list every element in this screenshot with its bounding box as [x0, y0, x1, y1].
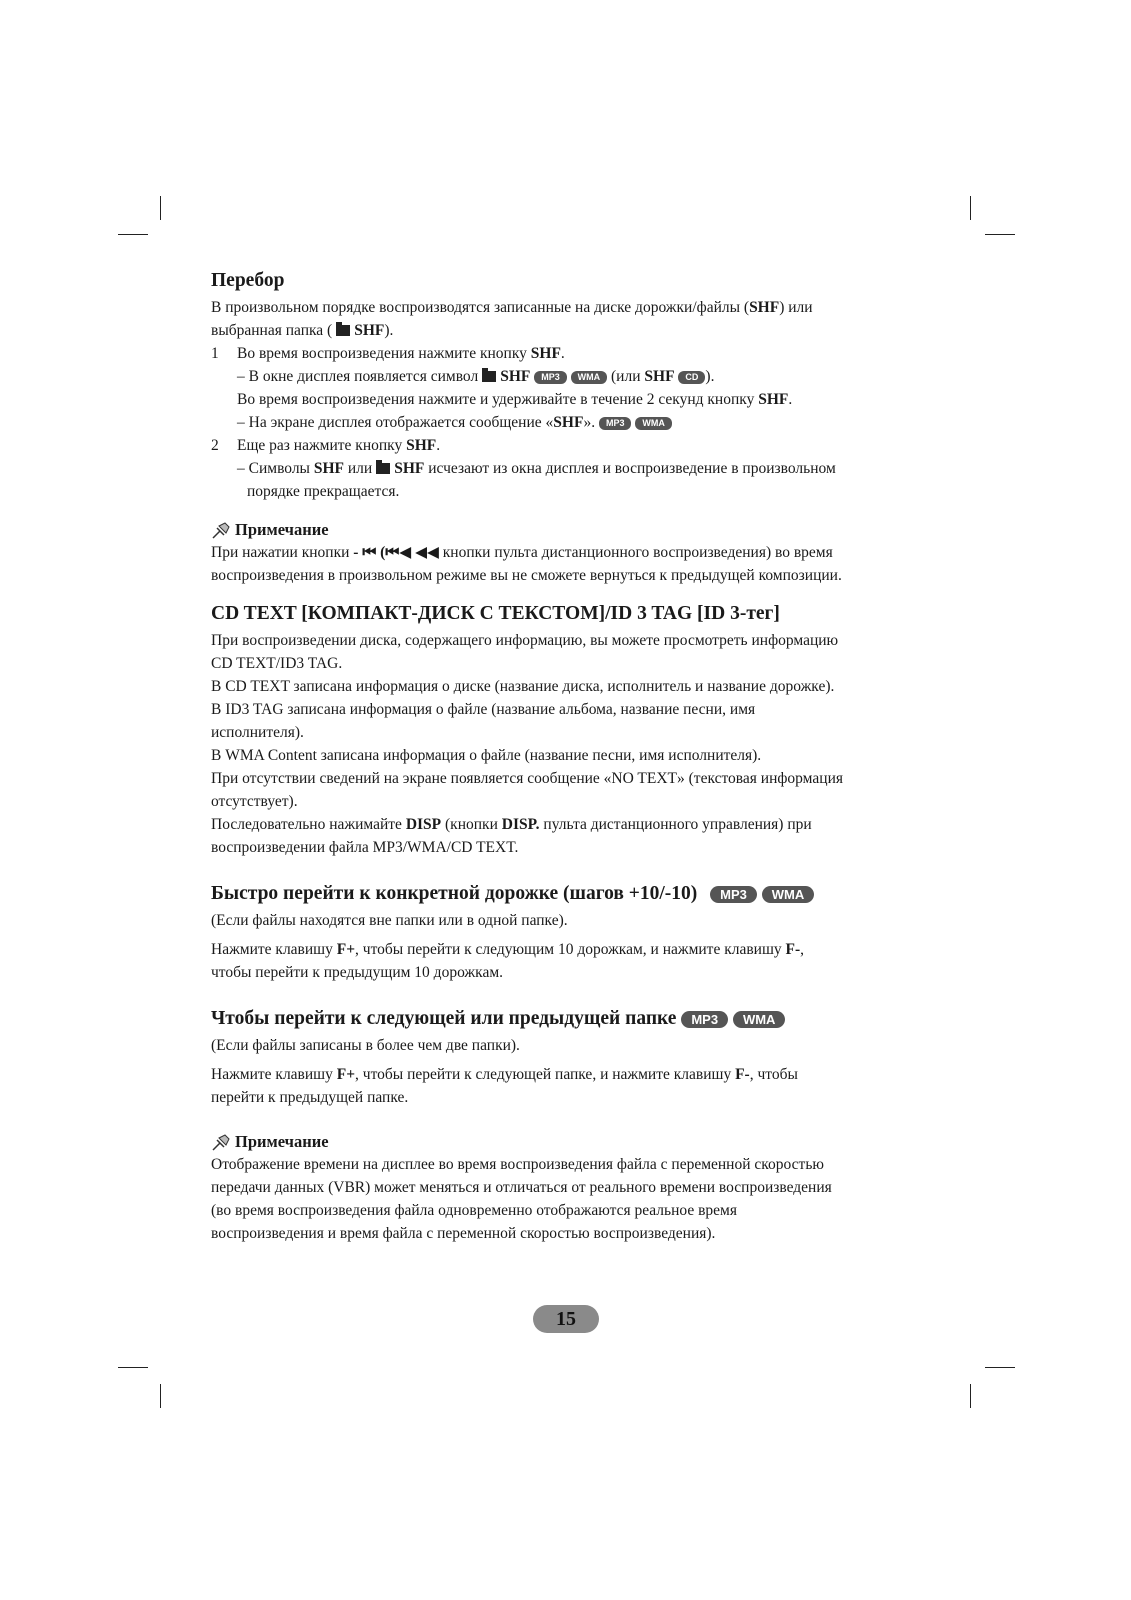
wma-badge: WMA [571, 371, 608, 384]
wma-badge: WMA [635, 417, 672, 430]
cd-badge: CD [678, 371, 705, 384]
shuffle-intro-2: выбранная папка ( SHF). [211, 322, 394, 339]
cdtext-line: При отсутствии сведений на экране появляется сообщение «NO TEXT» (текстовая информация [211, 770, 843, 787]
mp3-badge: MP3 [681, 1011, 728, 1028]
skip10-line: чтобы перейти к предыдущим 10 дорожкам. [211, 964, 504, 981]
section-title-folder: Чтобы перейти к следующей или предыдущей папке MP3 WMA [211, 1006, 931, 1032]
page-number: 15 [533, 1305, 599, 1333]
crop-mark [118, 1367, 148, 1368]
mp3-badge: MP3 [534, 371, 567, 384]
folder-line: перейти к предыдущей папке. [211, 1089, 409, 1106]
crop-mark [118, 234, 148, 235]
cdtext-line: воспроизведении файла MP3/WMA/CD TEXT. [211, 839, 519, 856]
note2-line: (во время воспроизведения файла одновременно отображаются реальное время [211, 1202, 737, 1219]
note1-line-1: При нажатии кнопки - ⏮ (⏮◀ ◀◀ кнопки пульта дистанционного воспроизведения) во время [211, 544, 833, 561]
crop-mark [160, 196, 161, 220]
cdtext-line: исполнителя). [211, 724, 304, 741]
crop-mark [985, 234, 1015, 235]
note-title: Примечание [211, 519, 931, 541]
cdtext-line: В WMA Content записана информация о файле (название песни, имя исполнителя). [211, 747, 762, 764]
crop-mark [970, 196, 971, 220]
shuffle-step-2-sub-2: порядке прекращается. [247, 483, 400, 500]
folder-icon [482, 371, 496, 382]
shuffle-step-1-hold: Во время воспроизведения нажмите и удерживайте в течение 2 секунд кнопку SHF. [237, 391, 793, 408]
crop-mark [985, 1367, 1015, 1368]
note1-line-2: воспроизведения в произвольном режиме вы не сможете вернуться к предыдущей композиции. [211, 567, 842, 584]
folder-icon [376, 463, 390, 474]
note-title: Примечание [211, 1131, 931, 1153]
shuffle-step-1-display: – В окне дисплея появляется символ SHF MP3 WMA (или SHF CD ). [237, 368, 715, 385]
note2-line: воспроизведения и время файла с переменной скоростью воспроизведения). [211, 1225, 716, 1242]
crop-mark [160, 1384, 161, 1408]
skip10-line: Нажмите клавишу F+, чтобы перейти к следующим 10 дорожкам, и нажмите клавишу F-, [211, 941, 805, 958]
note2-line: Отображение времени на дисплее во время воспроизведения файла с переменной скоростью [211, 1156, 824, 1173]
shuffle-step-1-message: – На экране дисплея отображается сообщение «SHF». MP3 WMA [211, 411, 931, 434]
section-title-skip10: Быстро перейти к конкретной дорожке (шагов +10/-10) MP3 WMA [211, 881, 931, 907]
page-content [211, 268, 931, 1245]
wma-badge: WMA [762, 886, 815, 903]
shuffle-intro: В произвольном порядке воспроизводятся записанные на диске дорожки/файлы (SHF) или [211, 299, 813, 316]
cdtext-line: Последовательно нажимайте DISP (кнопки DISP. пульта дистанционного управления) при [211, 816, 812, 833]
crop-mark [970, 1384, 971, 1408]
shuffle-step-2-sub: – Символы SHF или SHF исчезают из окна дисплея и воспроизведение в произвольном [237, 460, 836, 477]
note2-line: передачи данных (VBR) может меняться и отличаться от реального времени воспроизведения [211, 1179, 832, 1196]
mp3-badge: MP3 [599, 417, 632, 430]
cdtext-line: отсутствует). [211, 793, 298, 810]
mp3-badge: MP3 [710, 886, 757, 903]
pushpin-icon [211, 1133, 231, 1151]
cdtext-line: В ID3 TAG записана информация о файле (название альбома, название песни, имя [211, 701, 756, 718]
section-title-shuffle: Перебор [211, 270, 285, 291]
cdtext-line: В CD TEXT записана информация о диске (название диска, исполнитель и название дорожке). [211, 678, 835, 695]
skip10-line: (Если файлы находятся вне папки или в одной папке). [211, 912, 568, 929]
folder-line: Нажмите клавишу F+, чтобы перейти к следующей папке, и нажмите клавишу F-, чтобы [211, 1066, 798, 1083]
folder-icon [336, 325, 350, 336]
pushpin-icon [211, 521, 231, 539]
shuffle-step-1: 1 Во время воспроизведения нажмите кнопку SHF. [211, 345, 565, 362]
folder-line: (Если файлы записаны в более чем две папки). [211, 1037, 520, 1054]
cdtext-line: При воспроизведении диска, содержащего информацию, вы можете просмотреть информацию [211, 632, 839, 649]
wma-badge: WMA [733, 1011, 786, 1028]
section-title-cd-text: CD TEXT [КОМПАКТ-ДИСК С ТЕКСТОМ]/ID 3 TAG [ID 3-тег] [211, 603, 780, 624]
cdtext-line: CD TEXT/ID3 TAG. [211, 655, 343, 672]
shuffle-step-2: 2 Еще раз нажмите кнопку SHF. [211, 437, 441, 454]
